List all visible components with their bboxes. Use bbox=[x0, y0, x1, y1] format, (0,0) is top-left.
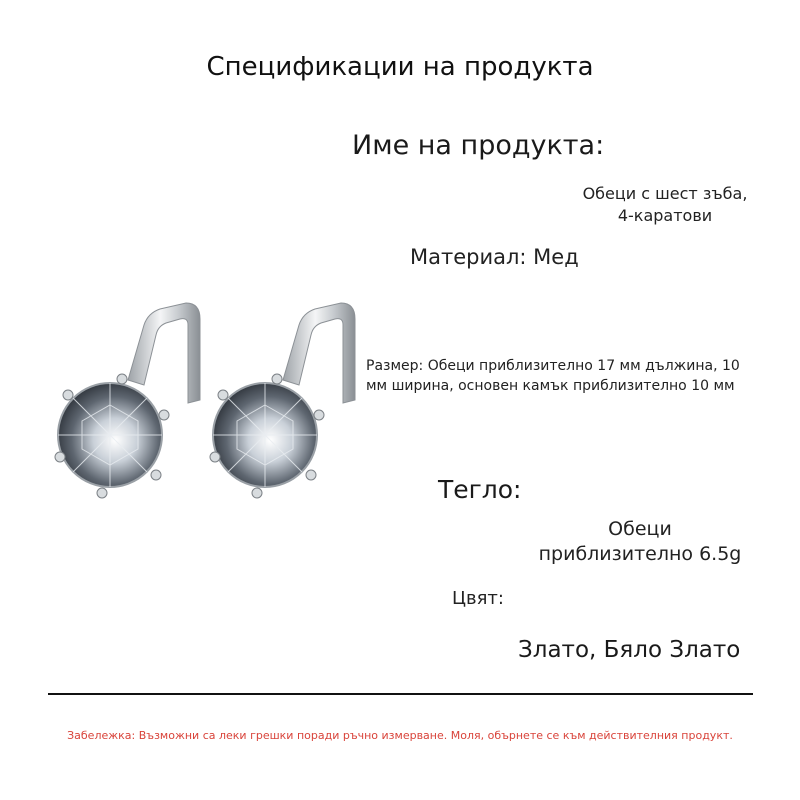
size-line-2: мм ширина, основен камък приблизително 10 мм bbox=[366, 378, 735, 394]
earrings-image bbox=[40, 285, 370, 515]
right-earring bbox=[210, 303, 355, 498]
weight-line-1: Обеци bbox=[608, 518, 672, 540]
product-name-line-1: Обеци с шест зъба, bbox=[582, 184, 748, 203]
disclaimer-note: Забележка: Възможни са леки грешки поради ръчно измерване. Моля, обърнете се към действителния продукт. bbox=[67, 729, 733, 742]
product-name-label: Име на продукта: bbox=[352, 130, 605, 161]
weight-label: Тегло: bbox=[438, 475, 522, 504]
left-earring bbox=[55, 303, 200, 498]
product-name-line-2: 4-каратови bbox=[617, 206, 713, 225]
divider-line bbox=[48, 693, 753, 695]
size-line-1: Размер: Обеци приблизително 17 мм дължина, 10 bbox=[366, 358, 740, 374]
color-value: Злато, Бяло Злато bbox=[518, 637, 741, 663]
material-text: Материал: Мед bbox=[410, 245, 579, 269]
weight-line-2: приблизително 6.5g bbox=[538, 543, 742, 565]
size-text bbox=[366, 356, 740, 396]
weight-value bbox=[510, 517, 770, 567]
color-label: Цвят: bbox=[452, 588, 504, 609]
page-title: Спецификации на продукта bbox=[206, 52, 594, 82]
product-name-value bbox=[520, 183, 800, 227]
